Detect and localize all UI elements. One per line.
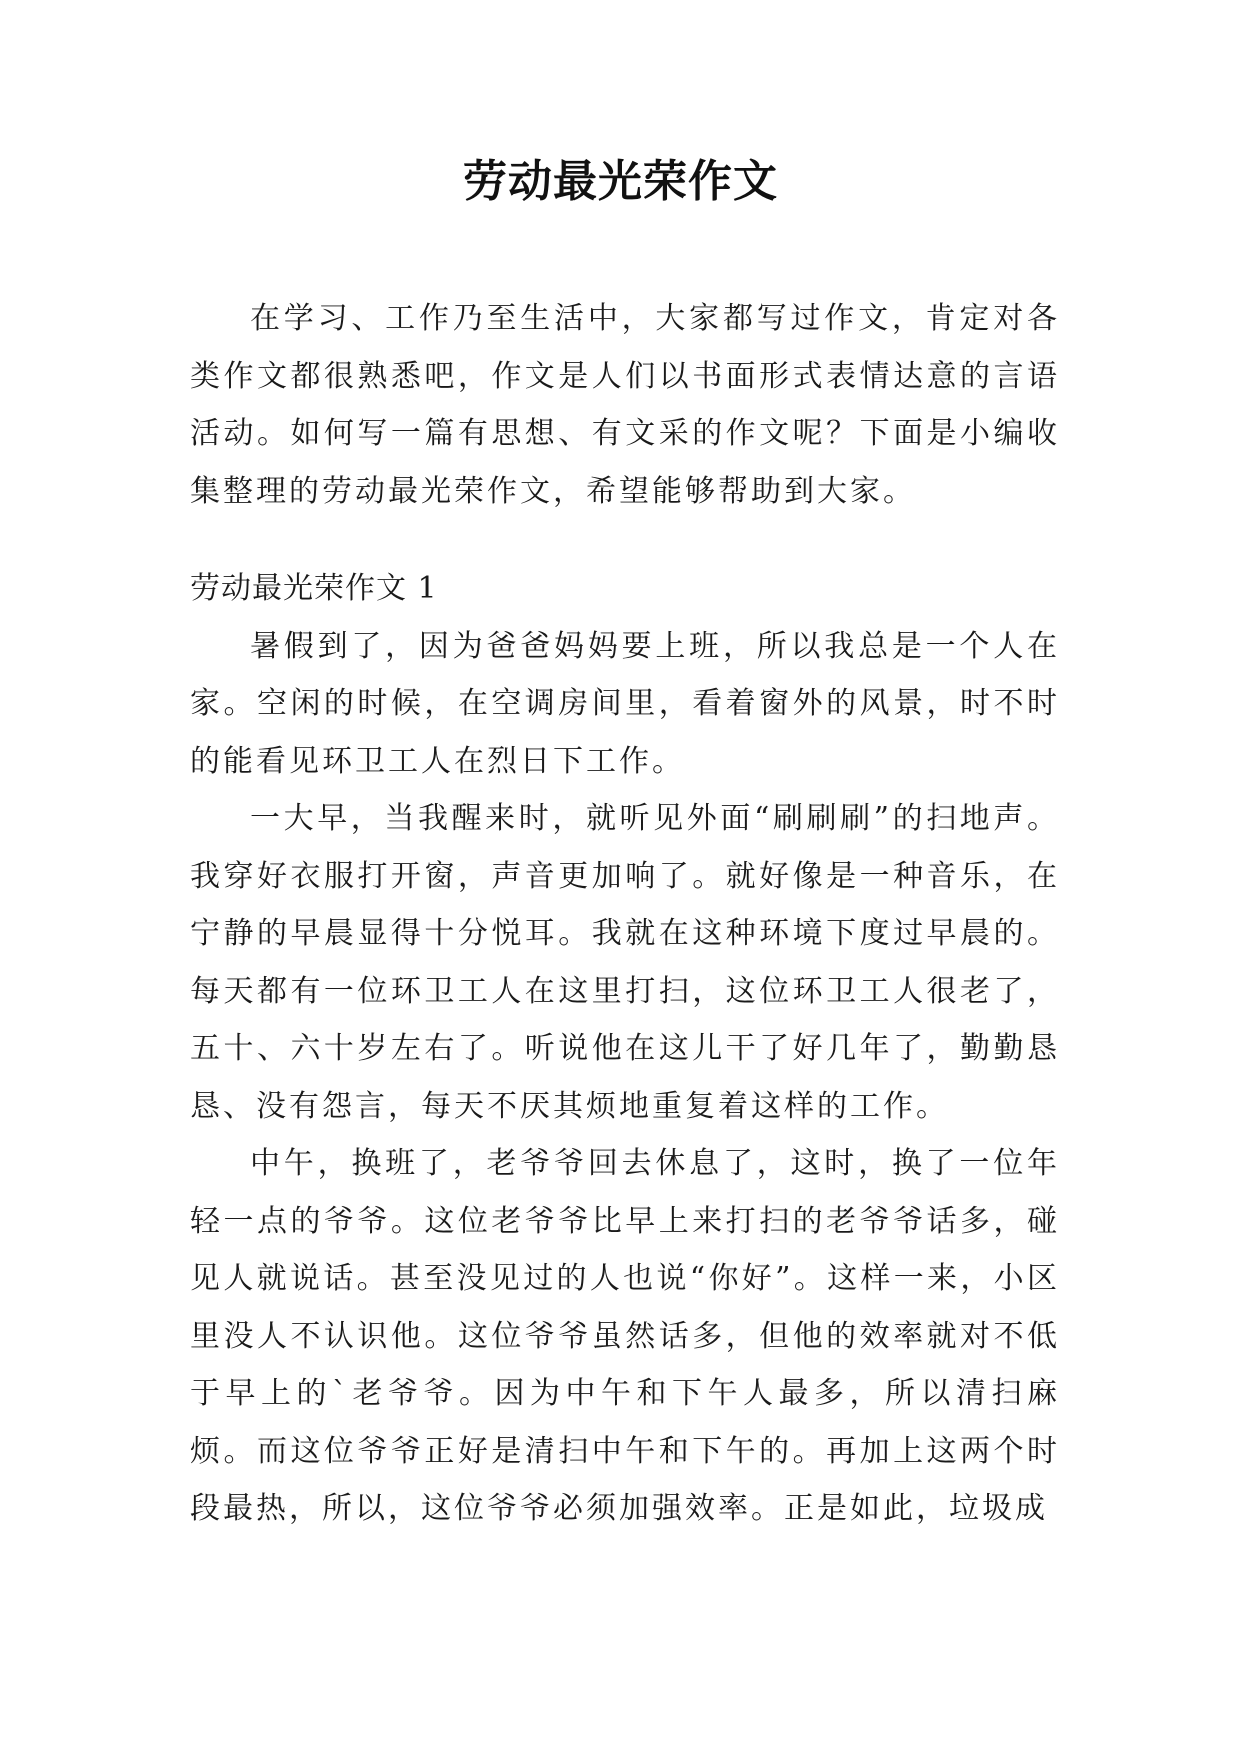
section-heading: 劳动最光荣作文 1 <box>190 571 438 606</box>
body-paragraph-1: 暑假到了，因为爸爸妈妈要上班，所以我总是一个人在家。空闲的时候，在空调房间里，看着窗外的风景，时不时的能看见环卫工人在烈日下工作。 <box>190 628 1060 779</box>
document-body <box>190 290 1060 1538</box>
body-paragraph-3: 中午，换班了，老爷爷回去休息了，这时，换了一位年轻一点的爷爷。这位老爷爷比早上来打扫的老爷爷话多，碰见人就说话。甚至没见过的人也说“你好”。这样一来，小区里没人不认识他。这位爷爷虽然话多，但他的效率就对不低于早上的`老爷爷。因为中午和下午人最多，所以清扫麻烦。而这位爷爷正好是清扫中午和下午的。再加上这两个时段最热，所以，这位爷爷必须加强效率。正是如此，垃圾成 <box>190 1146 1060 1526</box>
document-title: 劳动最光荣作文 <box>463 156 778 207</box>
intro-paragraph: 在学习、工作乃至生活中，大家都写过作文，肯定对各类作文都很熟悉吧，作文是人们以书面形式表情达意的言语活动。如何写一篇有思想、有文采的作文呢？下面是小编收集整理的劳动最光荣作文，希望能够帮助到大家。 <box>190 301 1060 509</box>
body-paragraph-2: 一大早，当我醒来时，就听见外面“刷刷刷”的扫地声。我穿好衣服打开窗，声音更加响了。就好像是一种音乐，在宁静的早晨显得十分悦耳。我就在这种环境下度过早晨的。每天都有一位环卫工人在这里打扫，这位环卫工人很老了，五十、六十岁左右了。听说他在这儿干了好几年了，勤勤恳恳、没有怨言，每天不厌其烦地重复着这样的工作。 <box>190 801 1060 1124</box>
